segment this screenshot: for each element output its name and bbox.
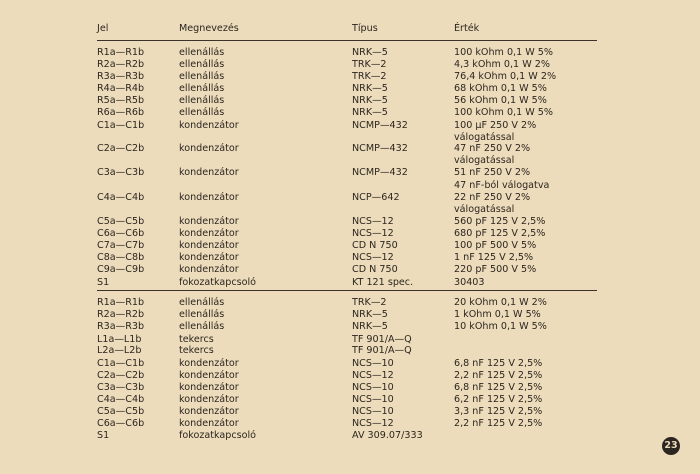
header-tipus: Típus xyxy=(352,23,378,34)
cell-jel: R1a—R1b xyxy=(97,297,145,308)
cell-tipus: NCS—12 xyxy=(352,418,394,429)
cell-megnevezes: ellenállás xyxy=(179,71,225,82)
cell-tipus: NRK—5 xyxy=(352,309,388,320)
cell-jel: C3a—C3b xyxy=(97,167,145,178)
cell-ertek: 560 pF 125 V 2,5% xyxy=(454,216,546,227)
cell-jel: C8a—C8b xyxy=(97,252,145,263)
cell-ertek: 4,3 kOhm 0,1 W 2% xyxy=(454,59,550,70)
cell-tipus: NRK—5 xyxy=(352,95,388,106)
cell-tipus: TF 901/A—Q xyxy=(352,334,412,345)
cell-megnevezes: kondenzátor xyxy=(179,167,239,178)
table-row xyxy=(0,394,700,406)
cell-ertek: válogatással xyxy=(454,155,515,166)
cell-jel: R6a—R6b xyxy=(97,107,145,118)
cell-megnevezes: kondenzátor xyxy=(179,358,239,369)
table-row xyxy=(0,71,700,83)
cell-jel: C2a—C2b xyxy=(97,143,145,154)
header-rule xyxy=(97,40,597,41)
table-row xyxy=(0,143,700,155)
cell-megnevezes: kondenzátor xyxy=(179,192,239,203)
cell-jel: S1 xyxy=(97,430,110,441)
cell-ertek: 3,3 nF 125 V 2,5% xyxy=(454,406,543,417)
cell-ertek: 10 kOhm 0,1 W 5% xyxy=(454,321,547,332)
cell-tipus: NCMP—432 xyxy=(352,143,408,154)
cell-ertek: 56 kOhm 0,1 W 5% xyxy=(454,95,547,106)
cell-tipus: TRK—2 xyxy=(352,71,387,82)
table-row xyxy=(0,382,700,394)
cell-tipus: NCS—12 xyxy=(352,216,394,227)
cell-jel: C2a—C2b xyxy=(97,370,145,381)
table-row xyxy=(0,345,700,357)
cell-jel: R3a—R3b xyxy=(97,321,145,332)
cell-ertek: 100 kOhm 0,1 W 5% xyxy=(454,107,554,118)
cell-megnevezes: fokozatkapcsoló xyxy=(179,430,257,441)
cell-tipus: NCS—12 xyxy=(352,370,394,381)
cell-tipus: NCS—12 xyxy=(352,252,394,263)
cell-ertek: 100 kOhm 0,1 W 5% xyxy=(454,47,554,58)
cell-ertek: 51 nF 250 V 2% xyxy=(454,167,531,178)
cell-megnevezes: ellenállás xyxy=(179,107,225,118)
cell-megnevezes: kondenzátor xyxy=(179,252,239,263)
cell-jel: C5a—C5b xyxy=(97,216,145,227)
table-row xyxy=(0,204,700,216)
cell-tipus: NRK—5 xyxy=(352,321,388,332)
cell-ertek: 2,2 nF 125 V 2,5% xyxy=(454,418,543,429)
cell-tipus: NCP—642 xyxy=(352,192,400,203)
cell-ertek: válogatással xyxy=(454,204,515,215)
cell-megnevezes: tekercs xyxy=(179,345,214,356)
table-row xyxy=(0,180,700,192)
table-row xyxy=(0,297,700,309)
cell-jel: C5a—C5b xyxy=(97,406,145,417)
cell-jel: R2a—R2b xyxy=(97,59,145,70)
table-row xyxy=(0,107,700,119)
cell-ertek: 68 kOhm 0,1 W 5% xyxy=(454,83,547,94)
table-row xyxy=(0,120,700,132)
cell-megnevezes: ellenállás xyxy=(179,59,225,70)
table-row xyxy=(0,167,700,179)
cell-ertek: 6,2 nF 125 V 2,5% xyxy=(454,394,543,405)
cell-jel: C6a—C6b xyxy=(97,228,145,239)
cell-jel: L2a—L2b xyxy=(97,345,142,356)
cell-megnevezes: kondenzátor xyxy=(179,394,239,405)
cell-tipus: NCS—10 xyxy=(352,358,394,369)
cell-ertek: 1 kOhm 0,1 W 5% xyxy=(454,309,541,320)
cell-megnevezes: kondenzátor xyxy=(179,418,239,429)
cell-jel: C3a—C3b xyxy=(97,382,145,393)
header-jel: Jel xyxy=(97,23,109,34)
table-row xyxy=(0,264,700,276)
cell-tipus: CD N 750 xyxy=(352,264,398,275)
cell-jel: C9a—C9b xyxy=(97,264,145,275)
cell-tipus: NCS—10 xyxy=(352,394,394,405)
cell-jel: L1a—L1b xyxy=(97,334,142,345)
cell-megnevezes: kondenzátor xyxy=(179,216,239,227)
cell-tipus: NCS—12 xyxy=(352,228,394,239)
cell-megnevezes: kondenzátor xyxy=(179,240,239,251)
cell-jel: R2a—R2b xyxy=(97,309,145,320)
table-row xyxy=(0,47,700,59)
cell-megnevezes: fokozatkapcsoló xyxy=(179,277,257,288)
cell-ertek: 76,4 kOhm 0,1 W 2% xyxy=(454,71,557,82)
table-row xyxy=(0,83,700,95)
cell-tipus: NRK—5 xyxy=(352,107,388,118)
cell-megnevezes: kondenzátor xyxy=(179,228,239,239)
cell-jel: C7a—C7b xyxy=(97,240,145,251)
header-ertek: Érték xyxy=(454,23,480,34)
cell-tipus: KT 121 spec. xyxy=(352,277,414,288)
table-row xyxy=(0,430,700,442)
cell-megnevezes: ellenállás xyxy=(179,83,225,94)
cell-ertek: 22 nF 250 V 2% xyxy=(454,192,531,203)
table-row xyxy=(0,228,700,240)
cell-jel: R4a—R4b xyxy=(97,83,145,94)
table-row xyxy=(0,321,700,333)
cell-tipus: NCMP—432 xyxy=(352,120,408,131)
cell-megnevezes: kondenzátor xyxy=(179,370,239,381)
table-row xyxy=(0,358,700,370)
cell-megnevezes: ellenállás xyxy=(179,95,225,106)
table-row xyxy=(0,155,700,167)
table-row xyxy=(0,192,700,204)
cell-jel: C4a—C4b xyxy=(97,192,145,203)
table-row xyxy=(0,95,700,107)
cell-megnevezes: ellenállás xyxy=(179,47,225,58)
cell-tipus: NCS—10 xyxy=(352,406,394,417)
table-row xyxy=(0,216,700,228)
cell-megnevezes: ellenállás xyxy=(179,309,225,320)
cell-jel: C4a—C4b xyxy=(97,394,145,405)
table-row xyxy=(0,240,700,252)
cell-ertek: 680 pF 125 V 2,5% xyxy=(454,228,546,239)
cell-tipus: NCMP—432 xyxy=(352,167,408,178)
cell-ertek: 6,8 nF 125 V 2,5% xyxy=(454,358,543,369)
cell-tipus: TRK—2 xyxy=(352,297,387,308)
cell-jel: C1a—C1b xyxy=(97,358,145,369)
cell-jel: R5a—R5b xyxy=(97,95,145,106)
table-row xyxy=(0,277,700,289)
cell-ertek: 1 nF 125 V 2,5% xyxy=(454,252,534,263)
cell-megnevezes: kondenzátor xyxy=(179,406,239,417)
cell-jel: S1 xyxy=(97,277,110,288)
cell-megnevezes: ellenállás xyxy=(179,321,225,332)
section-divider xyxy=(97,290,597,291)
cell-ertek: 6,8 nF 125 V 2,5% xyxy=(454,382,543,393)
cell-jel: C6a—C6b xyxy=(97,418,145,429)
cell-ertek: 100 μF 250 V 2% xyxy=(454,120,537,131)
cell-tipus: NRK—5 xyxy=(352,83,388,94)
cell-tipus: CD N 750 xyxy=(352,240,398,251)
table-row xyxy=(0,418,700,430)
cell-megnevezes: tekercs xyxy=(179,334,214,345)
cell-ertek: válogatással xyxy=(454,132,515,143)
cell-ertek: 220 pF 500 V 5% xyxy=(454,264,537,275)
table-row xyxy=(0,370,700,382)
cell-megnevezes: kondenzátor xyxy=(179,120,239,131)
cell-ertek: 100 pF 500 V 5% xyxy=(454,240,537,251)
cell-ertek: 47 nF-ból válogatva xyxy=(454,180,550,191)
cell-ertek: 2,2 nF 125 V 2,5% xyxy=(454,370,543,381)
cell-jel: R3a—R3b xyxy=(97,71,145,82)
cell-tipus: NCS—10 xyxy=(352,382,394,393)
cell-ertek: 47 nF 250 V 2% xyxy=(454,143,531,154)
cell-megnevezes: ellenállás xyxy=(179,297,225,308)
cell-tipus: AV 309.07/333 xyxy=(352,430,423,441)
cell-tipus: TF 901/A—Q xyxy=(352,345,412,356)
header-megnevezes: Megnevezés xyxy=(179,23,239,34)
cell-jel: R1a—R1b xyxy=(97,47,145,58)
table-row xyxy=(0,252,700,264)
cell-megnevezes: kondenzátor xyxy=(179,264,239,275)
cell-ertek: 30403 xyxy=(454,277,485,288)
cell-megnevezes: kondenzátor xyxy=(179,382,239,393)
cell-jel: C1a—C1b xyxy=(97,120,145,131)
cell-ertek: 20 kOhm 0,1 W 2% xyxy=(454,297,547,308)
table-row xyxy=(0,59,700,71)
table-row xyxy=(0,309,700,321)
table-row xyxy=(0,406,700,418)
page-number-badge: 23 xyxy=(662,437,680,455)
cell-tipus: NRK—5 xyxy=(352,47,388,58)
cell-tipus: TRK—2 xyxy=(352,59,387,70)
cell-megnevezes: kondenzátor xyxy=(179,143,239,154)
